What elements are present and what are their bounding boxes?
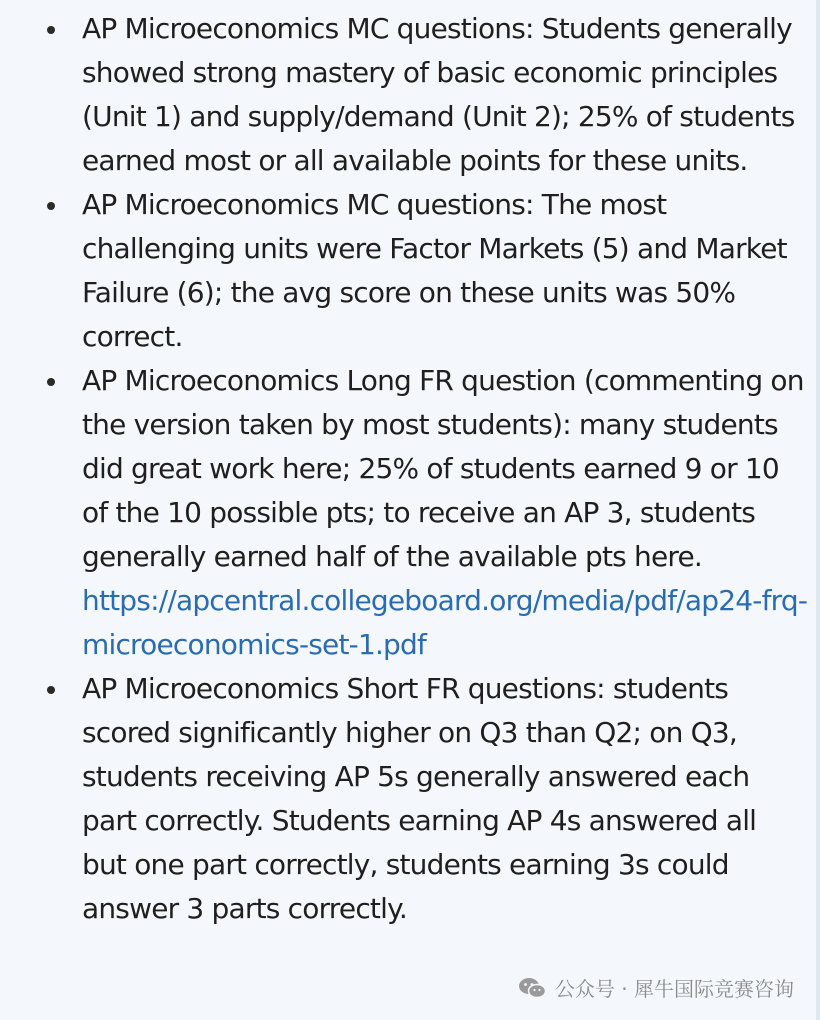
bullet-icon <box>47 686 55 694</box>
note-text: AP Microeconomics Short FR questions: students scored significantly higher on Q3 than Q2; on Q3, students receiving AP 5s generally answered each part correctly. Students earning AP 4s answered all but one part correctly, students earning 3s could answer 3 parts correctly. <box>82 672 757 925</box>
right-border <box>816 0 820 1020</box>
note-text: AP Microeconomics MC questions: Students generally showed strong mastery of basic economic principles (Unit 1) and supply/demand (Unit 2); 25% of students earned most or all available points for these units. <box>82 12 795 177</box>
frq-pdf-link[interactable]: https://apcentral.collegeboard.org/media/pdf/ap24-frq-microeconomics-set-1.pdf <box>82 584 808 661</box>
bullet-icon <box>47 202 55 210</box>
list-item <box>0 359 816 667</box>
watermark <box>517 973 794 1002</box>
notes-list <box>0 7 816 931</box>
bullet-icon <box>47 378 55 386</box>
list-item <box>0 667 816 931</box>
list-item <box>0 7 816 183</box>
watermark-text: 公众号 · 犀牛国际竞赛咨询 <box>554 977 794 1001</box>
list-item <box>0 183 816 359</box>
notes-content <box>0 7 816 931</box>
note-text: AP Microeconomics MC questions: The most challenging units were Factor Markets (5) and Market Failure (6); the avg score on these units was 50% correct. <box>82 188 787 353</box>
wechat-icon <box>517 976 547 1000</box>
bullet-icon <box>47 26 55 34</box>
note-text: AP Microeconomics Long FR question (commenting on the version taken by most students): many students did great work here; 25% of students earned 9 or 10 of the 10 possible pts; to receive an AP 3, students generally earned half of the available pts here. <box>82 364 804 573</box>
